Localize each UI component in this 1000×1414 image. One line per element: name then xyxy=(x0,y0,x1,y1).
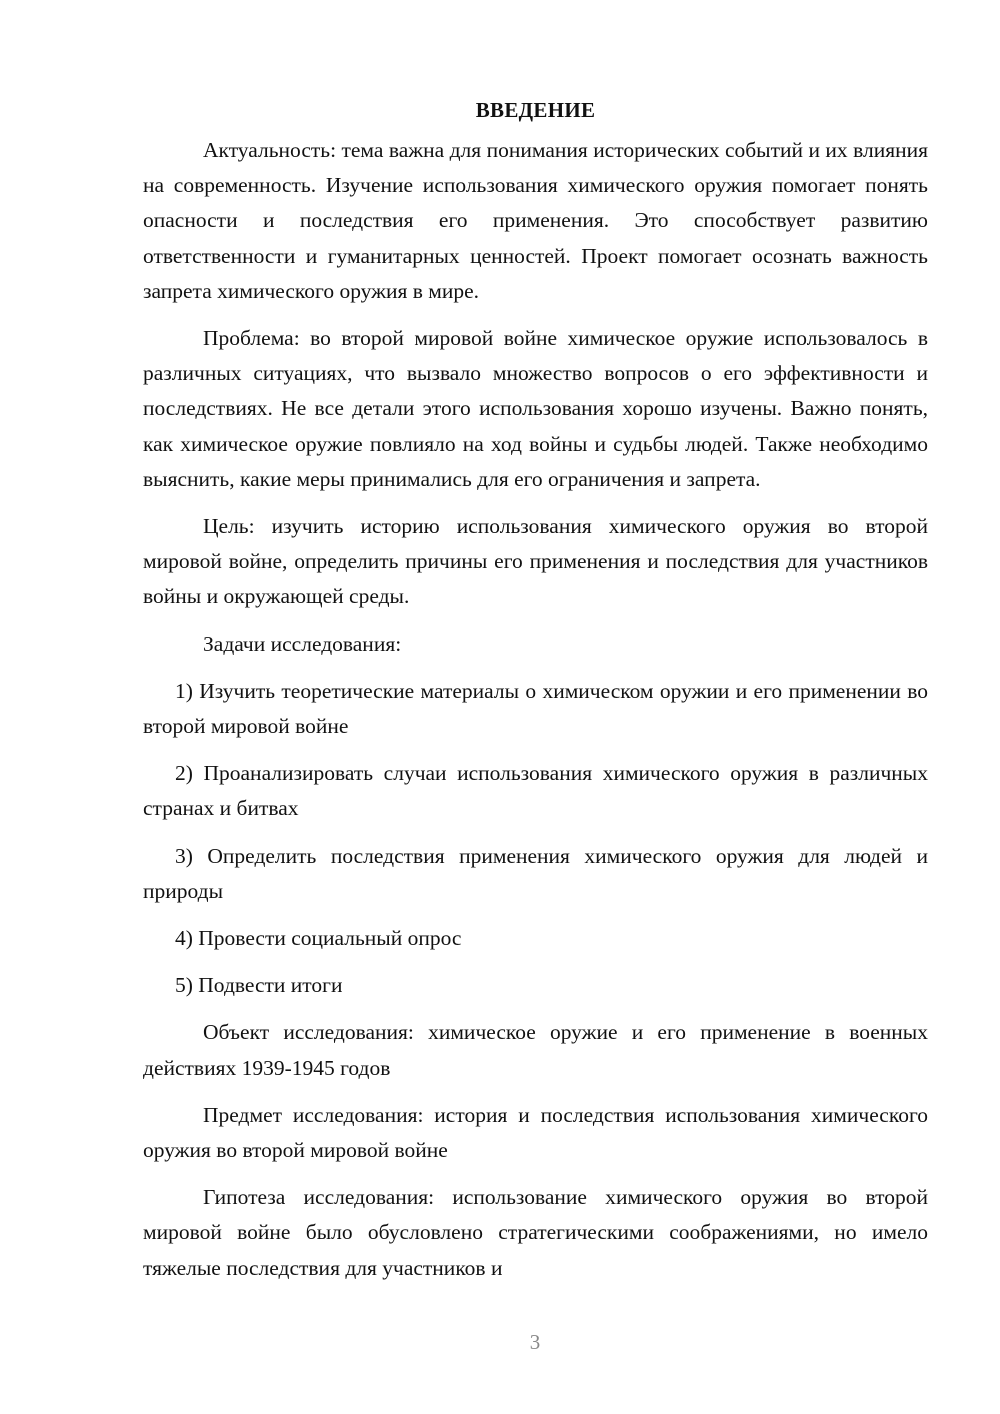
paragraph-relevance: Актуальность: тема важна для понимания исторических событий и их влияния на современность. Изучение использования химического оружия помогает понять опасности и последствия его применения. Это способствует развитию ответственности и гуманитарных ценностей. Проект помогает осознать важность запрета химического оружия в мире. xyxy=(143,138,928,303)
page-title: ВВЕДЕНИЕ xyxy=(475,98,596,122)
task-item-2: 2) Проанализировать случаи использования химического оружия в различных странах и битвах xyxy=(143,761,928,821)
paragraph-subject: Предмет исследования: история и последствия использования химического оружия во второй мировой войне xyxy=(143,1102,928,1163)
paragraph-hypothesis: Гипотеза исследования: использование химического оружия во второй мировой войне было обусловлено стратегическими соображениями, но имело тяжелые последствия для участников и xyxy=(143,1185,928,1280)
task-item-1: 1) Изучить теоретические материалы о химическом оружии и его применении во второй мировой войне xyxy=(143,678,928,739)
paragraph-problem: Проблема: во второй мировой войне химическое оружие использовалось в различных ситуациях, что вызвало множество вопросов о его эффективности и последствиях. Не все детали этого использования хорошо изучены. Важно понять, как химическое оружие повлияло на ход войны и судьбы людей. Также необходимо выяснить, какие меры принимались для его ограничения и запрета. xyxy=(143,326,928,491)
tasks-heading: Задачи исследования: xyxy=(203,631,402,656)
document-page xyxy=(143,92,928,1286)
page-number: 3 xyxy=(529,1330,541,1354)
task-item-3: 3) Определить последствия применения химического оружия для людей и природы xyxy=(143,843,928,903)
task-item-5: 5) Подвести итоги xyxy=(175,973,343,998)
paragraph-goal: Цель: изучить историю использования химического оружия во второй мировой войне, определить причины его применения и последствия для участников войны и окружающей среды. xyxy=(143,514,928,609)
task-item-4: 4) Провести социальный опрос xyxy=(175,926,462,951)
paragraph-object: Объект исследования: химическое оружие и его применение в военных действиях 1939-1945 годов xyxy=(143,1020,928,1080)
